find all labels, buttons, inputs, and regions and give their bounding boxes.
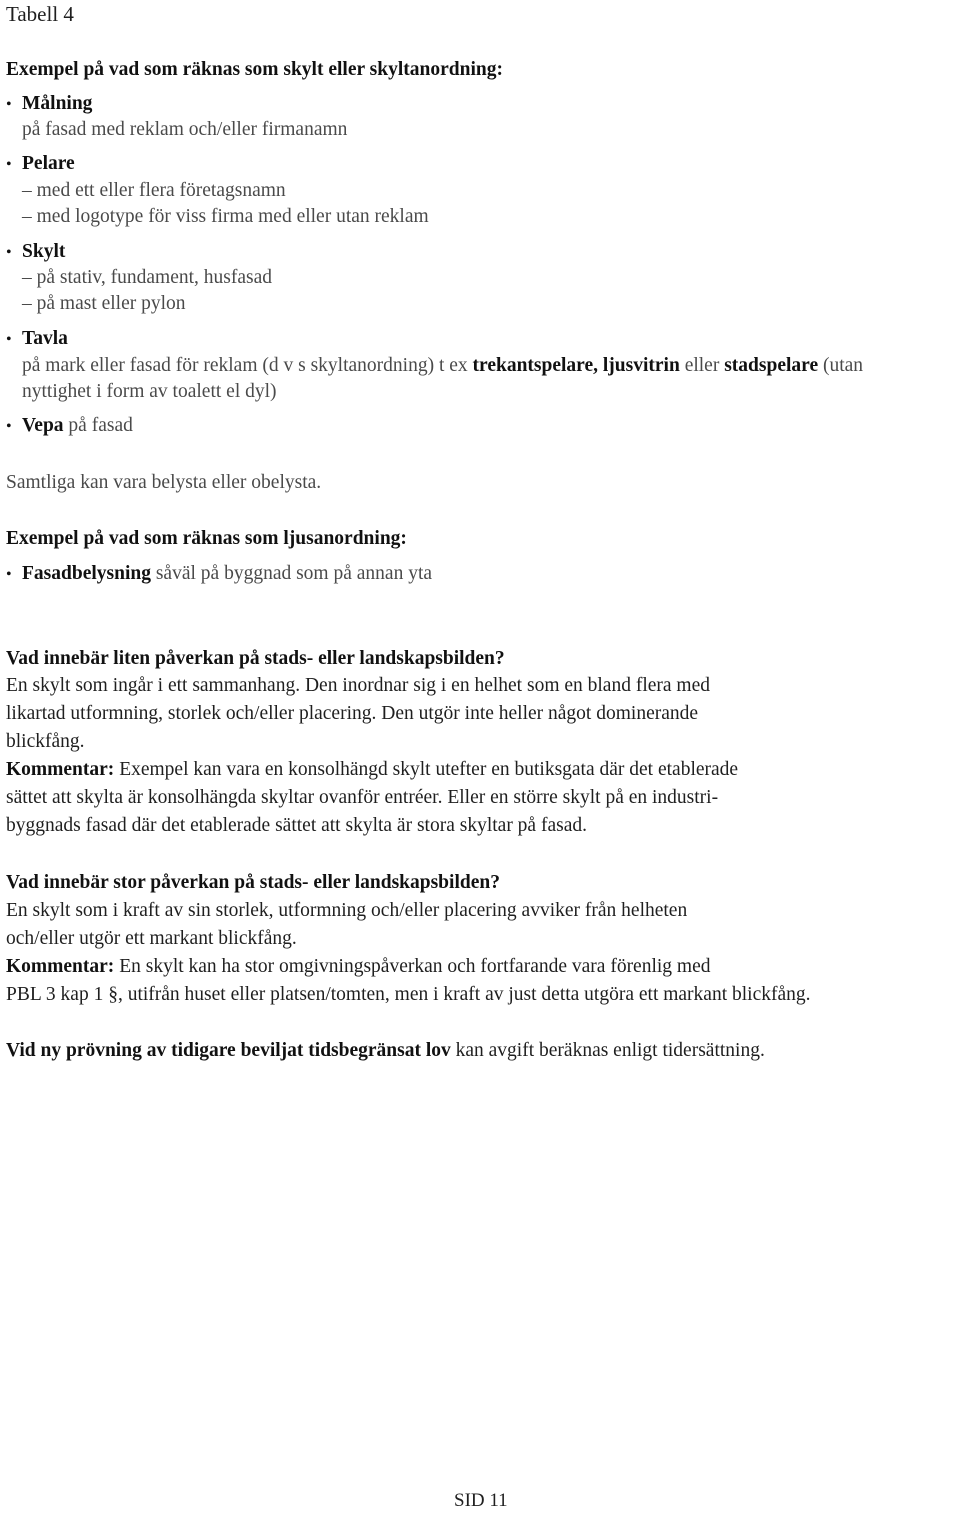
small-impact-comment-line-3: byggnads fasad där det etablerade sättet att skylta är stora skyltar på fasad. (6, 815, 587, 836)
vepa-rest: på fasad (63, 415, 133, 436)
large-impact-line-2: och/eller utgör ett markant blickfång. (6, 928, 297, 949)
page-number: SID 11 (454, 1490, 508, 1511)
small-impact-line-2: likartad utformning, storlek och/eller placering. Den utgör inte heller något dominerande (6, 703, 699, 724)
sign-examples-heading: Exempel på vad som räknas som skylt eller skyltanordning: (6, 59, 503, 80)
tavla-description-line-1 (22, 354, 863, 378)
renewal-note (6, 1039, 765, 1063)
bullet-icon: • (6, 331, 12, 348)
tavla-text-e: (utan (818, 355, 864, 376)
tavla-bold-trekantspelare: trekantspelare, ljusvitrin (472, 355, 680, 376)
small-impact-line-3: blickfång. (6, 731, 85, 752)
bullet-icon: • (6, 96, 12, 113)
small-impact-comment-line-2: sättet att skylta är konsolhängda skyltar ovanför entréer. Eller en större skylt på en industri- (6, 787, 719, 808)
light-examples-heading: Exempel på vad som räknas som ljusanordning: (6, 528, 407, 549)
comment-label: Kommentar: (6, 759, 115, 780)
large-impact-line-1: En skylt som i kraft av sin storlek, utformning och/eller placering avviker från helheten (6, 900, 688, 921)
tavla-description-line-2: nyttighet i form av toalett el dyl) (22, 381, 277, 402)
skylt-sub-1: – på stativ, fundament, husfasad (22, 267, 273, 288)
comment-text: En skylt kan ha stor omgivningspåverkan och fortfarande vara förenlig med (114, 956, 711, 977)
tavla-label: Tavla (22, 328, 68, 349)
tavla-text-c: eller (679, 355, 725, 376)
bullet-icon: • (6, 566, 12, 583)
bullet-icon: • (6, 156, 12, 173)
bullet-icon: • (6, 418, 12, 435)
pelare-sub-2: – med logotype för viss firma med eller utan reklam (22, 206, 429, 227)
pelare-sub-1: – med ett eller flera företagsnamn (22, 180, 286, 201)
small-impact-comment-line-1 (6, 758, 738, 782)
fasadbelysning-rest: såväl på byggnad som på annan yta (150, 563, 433, 584)
skylt-label: Skylt (22, 241, 66, 262)
lighting-note: Samtliga kan vara belysta eller obelysta. (6, 472, 322, 493)
small-impact-line-1: En skylt som ingår i ett sammanhang. Den inordnar sig i en helhet som en bland flera med (6, 675, 710, 696)
large-impact-question: Vad innebär stor påverkan på stads- eller landskapsbilden? (6, 872, 500, 893)
vepa-label: Vepa (22, 415, 64, 436)
tavla-text-a: på mark eller fasad för reklam (d v s skyltanordning) t ex (22, 355, 473, 376)
vepa-item (22, 414, 133, 438)
page-title: Tabell 4 (6, 2, 74, 26)
bullet-icon: • (6, 244, 12, 261)
small-impact-question: Vad innebär liten påverkan på stads- eller landskapsbilden? (6, 648, 505, 669)
large-impact-comment-line-1 (6, 955, 711, 979)
comment-label: Kommentar: (6, 956, 115, 977)
skylt-sub-2: – på mast eller pylon (22, 293, 186, 314)
malning-description: på fasad med reklam och/eller firmanamn (22, 119, 348, 140)
pelare-label: Pelare (22, 153, 75, 174)
fasadbelysning-label: Fasadbelysning (22, 563, 151, 584)
comment-text: Exempel kan vara en konsolhängd skylt utefter en butiksgata där det etablerade (114, 759, 739, 780)
fasadbelysning-item (22, 562, 432, 586)
tavla-bold-stadspelare: stadspelare (724, 355, 819, 376)
large-impact-comment-line-2: PBL 3 kap 1 §, utifrån huset eller platsen/tomten, men i kraft av just detta utgöra ett markant blickfång. (6, 984, 811, 1005)
renewal-rest: kan avgift beräknas enligt tidersättning. (450, 1040, 765, 1061)
renewal-bold: Vid ny prövning av tidigare beviljat tidsbegränsat lov (6, 1040, 451, 1061)
malning-label: Målning (22, 93, 93, 114)
